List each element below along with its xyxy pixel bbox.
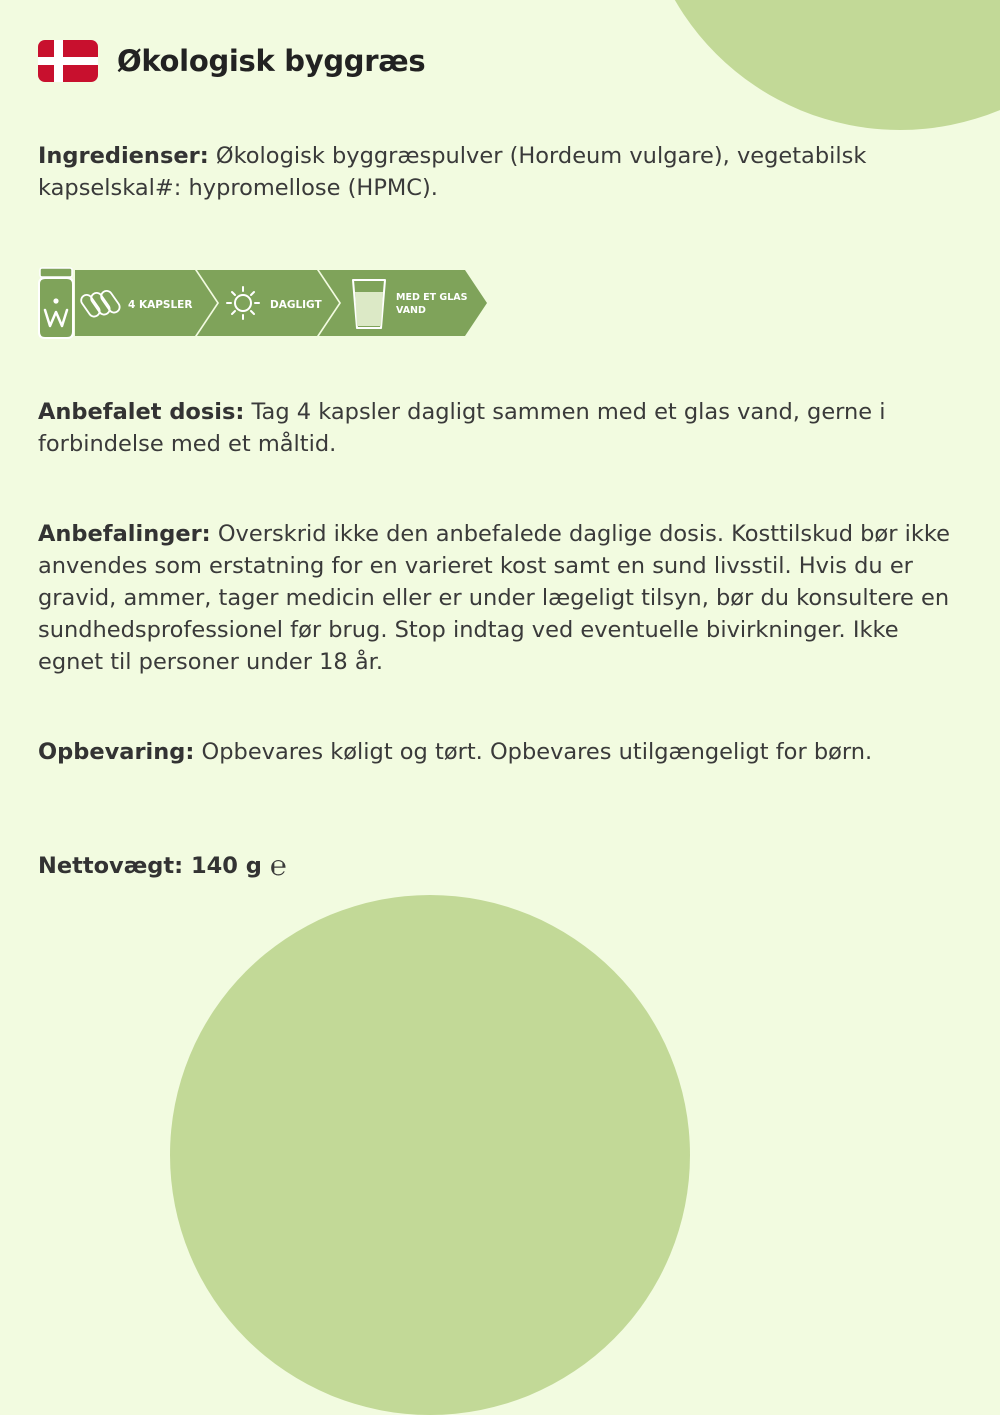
ingredients-text: Økologisk byggræspulver (Hordeum vulgare), vegetabilsk kapselskal#: hypromellose (HPMC). <box>38 143 867 201</box>
step-label-daily: DAGLIGT <box>270 299 322 311</box>
step-daily <box>197 270 339 336</box>
recommendations-text: Overskrid ikke den anbefalede daglige dosis. Kosttilskud bør ikke anvendes som erstatning for en varieret kost samt en sund livsstil. Hvis du er gravid, ammer, tager medicin eller er under lægeligt tilsyn, bør du konsultere en sundhedsprofessionel før brug. Stop indtag ved eventuelle bivirkninger. Ikke egnet til personer under 18 år. <box>38 521 950 675</box>
usage-steps-strip <box>35 266 495 340</box>
denmark-flag-icon <box>38 40 98 82</box>
storage-text: Opbevares køligt og tørt. Opbevares utilgængeligt for børn. <box>194 739 873 765</box>
storage-section <box>38 736 888 768</box>
step-label-capsules: 4 KAPSLER <box>128 299 193 311</box>
dosage-section <box>38 396 958 460</box>
page-title: Økologisk byggræs <box>117 44 426 78</box>
dosage-text: Tag 4 kapsler dagligt sammen med et glas vand, gerne i forbindelse med et måltid. <box>38 399 886 457</box>
ingredients-label: Ingredienser: <box>38 143 209 169</box>
net-weight-label: Nettovægt: 140 g <box>38 853 262 879</box>
step-label-glass-line2: VAND <box>396 305 426 316</box>
step-glass <box>319 270 487 336</box>
recommendations-label: Anbefalinger: <box>38 521 211 547</box>
dosage-label: Anbefalet dosis: <box>38 399 245 425</box>
net-weight <box>38 849 287 882</box>
decorative-circle-top <box>640 0 1000 130</box>
header <box>38 40 425 82</box>
decorative-circle-bottom <box>170 895 690 1415</box>
supplement-jar-icon <box>39 268 73 338</box>
step-capsules <box>75 270 217 336</box>
step-label-glass-line1: MED ET GLAS <box>396 292 468 303</box>
storage-label: Opbevaring: <box>38 739 195 765</box>
recommendations-section <box>38 518 963 678</box>
estimated-sign-icon: ℮ <box>269 849 287 882</box>
ingredients-section <box>38 140 938 204</box>
